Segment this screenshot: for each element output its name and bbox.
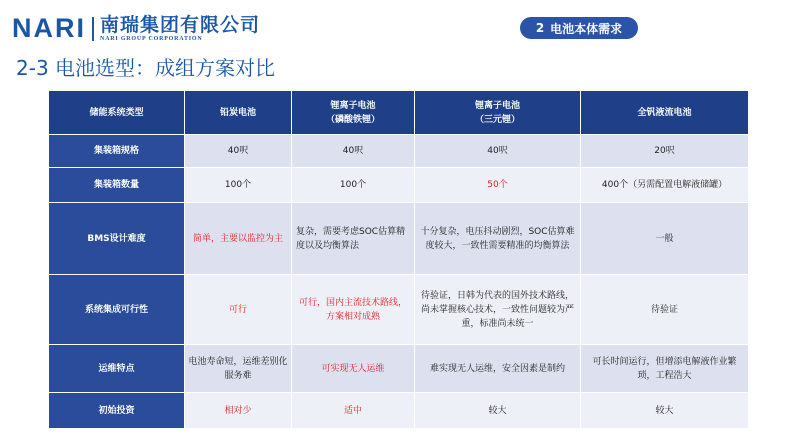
header-cell: 储能系统类型: [49, 91, 185, 135]
section-number: 2: [535, 21, 545, 35]
comparison-table: [48, 90, 749, 429]
page-title: 2-3 电池选型：成组方案对比: [16, 56, 276, 80]
table-cell: 较大: [415, 393, 581, 429]
header-cell: [415, 91, 581, 135]
table-row: [49, 345, 749, 393]
company-logo: [12, 14, 260, 43]
table-row: [49, 275, 749, 345]
table-cell: 40呎: [185, 135, 292, 168]
header-title: 锂离子电池: [474, 100, 520, 111]
table-cell: 可实现无人运维: [292, 345, 415, 393]
row-label: 初始投资: [49, 393, 185, 429]
table-row: [49, 168, 749, 203]
table-cell: 待验证: [581, 275, 749, 345]
row-label: 运维特点: [49, 345, 185, 393]
row-label: 集装箱数量: [49, 168, 185, 203]
table-cell: 较大: [581, 393, 749, 429]
logo-text: [100, 14, 260, 43]
table-cell: 400个（另需配置电解液储罐）: [581, 168, 749, 203]
table-cell: 100个: [292, 168, 415, 203]
row-label: BMS设计难度: [49, 203, 185, 275]
header-subtitle: （三元锂）: [474, 114, 520, 125]
table-cell: 待验证，日韩为代表的国外技术路线，尚未掌握核心技术，一致性问题较为严重，标准尚未统一: [415, 275, 581, 345]
logo-divider: [92, 17, 94, 41]
table-row: [49, 135, 749, 168]
header-title: 锂离子电池: [330, 100, 376, 111]
section-title: 电池本体需求: [550, 21, 623, 36]
logo-wordmark: NARI: [12, 13, 86, 43]
table-cell: 复杂，需要考虑SOC估算精度以及均衡算法: [292, 203, 415, 275]
table-cell: 可长时间运行，但增添电解液作业繁琐，工程浩大: [581, 345, 749, 393]
header-cell: 全钒液流电池: [581, 91, 749, 135]
header-cell: 铅炭电池: [185, 91, 292, 135]
table-row: [49, 203, 749, 275]
table-cell: 相对少: [185, 393, 292, 429]
table-cell: 难实现无人运维，安全因素是制约: [415, 345, 581, 393]
table-cell: 50个: [415, 168, 581, 203]
header-subtitle: （磷酸铁锂）: [325, 114, 380, 125]
logo-chinese-name: 南瑞集团有限公司: [100, 14, 261, 36]
table-cell: 可行: [185, 275, 292, 345]
section-badge: [520, 17, 638, 39]
header-cell: [292, 91, 415, 135]
logo-english-name: NARI GROUP CORPORATION: [100, 36, 203, 42]
table-row: [49, 393, 749, 429]
table-cell: 一般: [581, 203, 749, 275]
row-label: 系统集成可行性: [49, 275, 185, 345]
row-label: 集装箱规格: [49, 135, 185, 168]
table-cell: 十分复杂，电压抖动剧烈，SOC估算难度较大，一致性需要精准的均衡算法: [415, 203, 581, 275]
table-header-row: [49, 91, 749, 135]
table-cell: 40呎: [415, 135, 581, 168]
table-cell: 可行，国内主流技术路线，方案相对成熟: [292, 275, 415, 345]
table-cell: 电池寿命短，运维差别化服务难: [185, 345, 292, 393]
table-cell: 20呎: [581, 135, 749, 168]
table-cell: 40呎: [292, 135, 415, 168]
table-cell: 简单，主要以监控为主: [185, 203, 292, 275]
table-cell: 100个: [185, 168, 292, 203]
table-cell: 适中: [292, 393, 415, 429]
